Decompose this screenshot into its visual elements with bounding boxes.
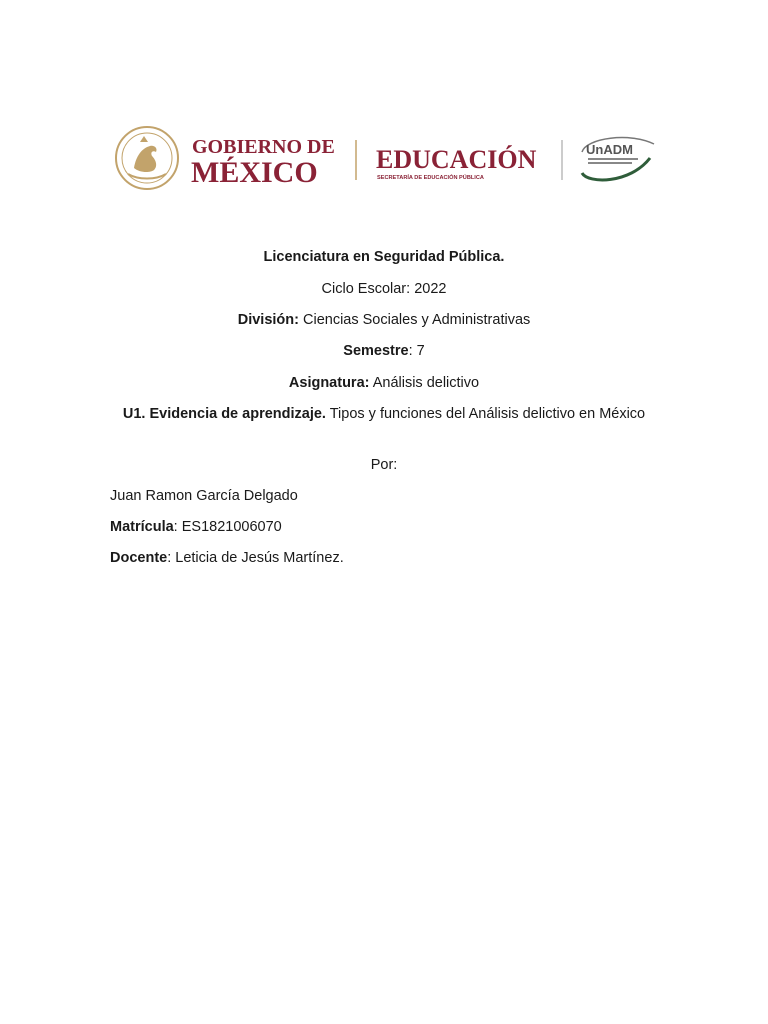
by-label: Por: — [370, 457, 398, 473]
evidence — [110, 404, 658, 424]
subject-value: Análisis delictivo — [369, 375, 480, 391]
edu-title: EDUCACIÓN — [376, 145, 537, 174]
subject — [0, 374, 768, 392]
unadm-title: UnADM — [586, 142, 633, 157]
edu-subtitle: SECRETARÍA DE EDUCACIÓN PÚBLICA — [377, 175, 484, 181]
evidence-label: U1. Evidencia de aprendizaje. — [122, 406, 326, 422]
coat-of-arms-icon — [116, 127, 178, 189]
teacher-value: : Leticia de Jesús Martínez. — [167, 550, 344, 566]
degree-text: Licenciatura en Seguridad Pública. — [263, 249, 505, 265]
logo-banner — [110, 118, 662, 198]
header-logos — [110, 118, 662, 198]
student-name: Juan Ramon García Delgado — [110, 488, 298, 504]
division-label: División: — [237, 312, 299, 328]
semester-label: Semestre — [343, 343, 409, 359]
subject-label: Asignatura: — [288, 375, 370, 391]
teacher-label: Docente — [110, 550, 168, 566]
division-value: Ciencias Sociales y Administrativas — [298, 312, 531, 328]
teacher — [110, 549, 344, 567]
division — [0, 311, 768, 329]
unadm-logo — [582, 138, 654, 180]
matricula — [110, 518, 282, 536]
matricula-label: Matrícula — [110, 519, 174, 535]
school-cycle: Ciclo Escolar: 2022 — [321, 281, 447, 297]
gob-line2: MÉXICO — [191, 156, 318, 189]
semester — [0, 342, 768, 360]
gob-line1: GOBIERNO DE — [192, 136, 335, 158]
evidence-value: Tipos y funciones del Análisis delictivo en México — [325, 406, 646, 422]
degree-title — [0, 248, 768, 266]
matricula-value: : ES1821006070 — [173, 519, 282, 535]
semester-value: : 7 — [408, 343, 425, 359]
